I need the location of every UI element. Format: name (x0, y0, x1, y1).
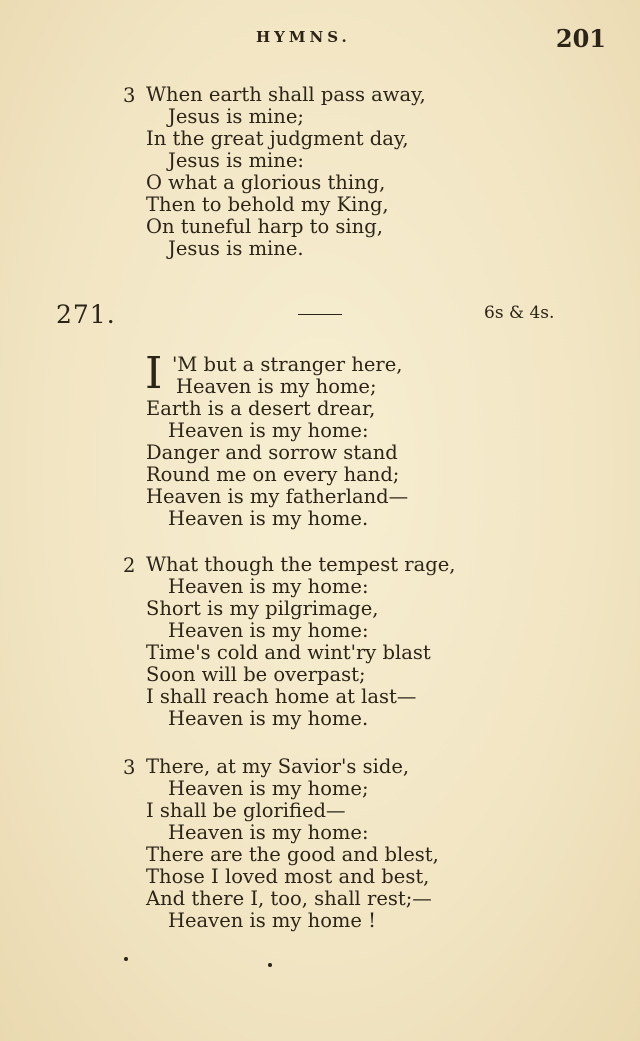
verse-line: In the great judgment day, (146, 127, 409, 150)
verse-number: 2 (123, 554, 136, 577)
running-head: HYMNS. (256, 28, 351, 46)
verse-line: Heaven is my home ! (168, 909, 376, 932)
verse-line: On tuneful harp to sing, (146, 215, 383, 238)
verse-line: Heaven is my home: (168, 821, 369, 844)
verse-line: Time's cold and wint'ry blast (146, 641, 431, 664)
page-header (0, 26, 640, 56)
verse-line: Jesus is mine: (168, 149, 304, 172)
verse-line: Heaven is my home: (168, 619, 369, 642)
verse-line: Heaven is my home: (168, 419, 369, 442)
verse-line: Heaven is my fatherland— (146, 485, 409, 508)
verse-line: Heaven is my home: (168, 575, 369, 598)
verse-line: There, at my Savior's side, (146, 755, 410, 778)
verse-line: Jesus is mine; (168, 105, 304, 128)
verse-line: O what a glorious thing, (146, 171, 386, 194)
verse-line: Those I loved most and best, (146, 865, 430, 888)
verse-line: What though the tempest rage, (146, 553, 456, 576)
verse-line: Round me on every hand; (146, 463, 400, 486)
verse-line: Soon will be overpast; (146, 663, 366, 686)
verse-number: 3 (123, 756, 136, 779)
drop-cap: I (145, 348, 163, 399)
verse-line: Heaven is my home; (176, 375, 377, 398)
verse-line: Heaven is my home. (168, 707, 369, 730)
ink-speck (124, 957, 128, 961)
verse-line: Jesus is mine. (168, 237, 304, 260)
verse-line: There are the good and blest, (146, 843, 439, 866)
verse-line: When earth shall pass away, (146, 83, 426, 106)
verse-line: And there I, too, shall rest;— (146, 887, 432, 910)
verse-line: 'M but a stranger here, (172, 353, 403, 376)
verse-line: Heaven is my home. (168, 507, 369, 530)
page-number: 201 (555, 24, 606, 53)
verse-line: Short is my pilgrimage, (146, 597, 379, 620)
ink-speck (268, 963, 272, 967)
header-rule (298, 314, 342, 315)
verse-line: I shall be glorified— (146, 799, 346, 822)
hymn-number: 271. (56, 300, 116, 329)
verse-number: 3 (123, 84, 136, 107)
verse-line: Then to behold my King, (146, 193, 389, 216)
verse-line: Danger and sorrow stand (146, 441, 398, 464)
verse-line: Heaven is my home; (168, 777, 369, 800)
hymn-meter: 6s & 4s. (484, 303, 555, 323)
verse-line: I shall reach home at last— (146, 685, 417, 708)
verse-line: Earth is a desert drear, (146, 397, 376, 420)
